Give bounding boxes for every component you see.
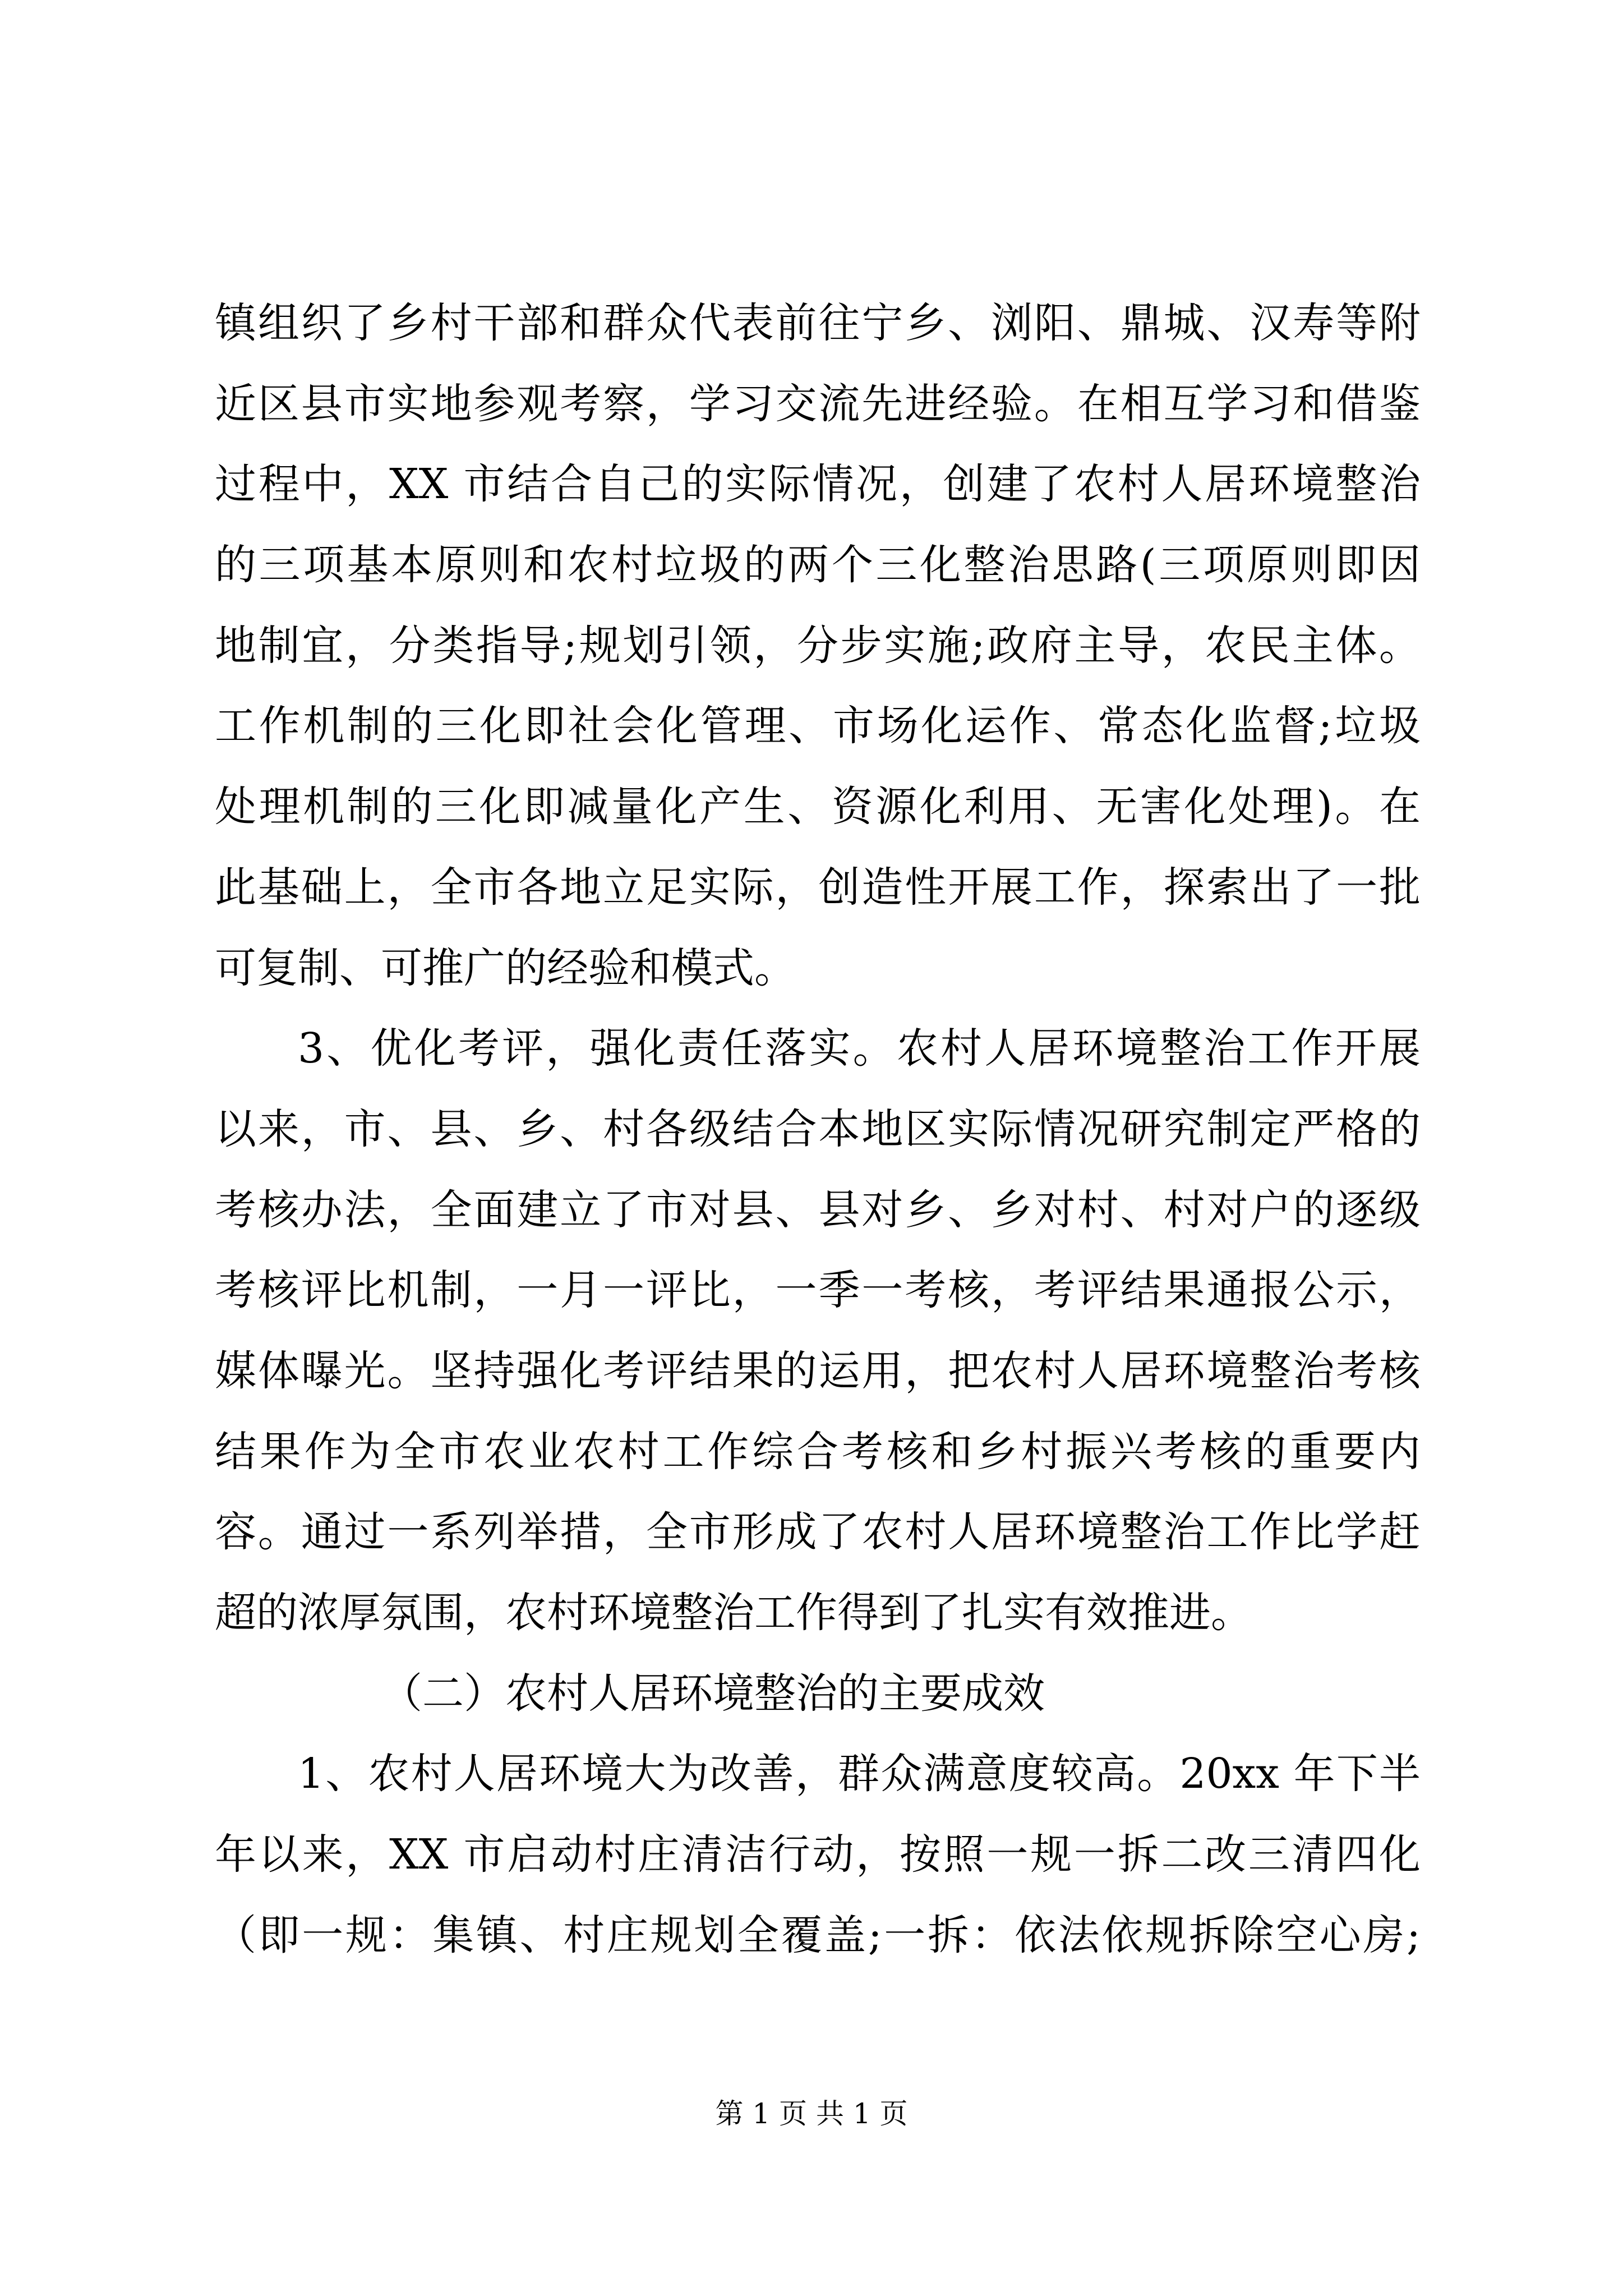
text-line: 考核评比机制，一月一评比，一季一考核，考评结果通报公示， — [215, 1266, 1421, 1315]
text-line: 镇组织了乡村干部和群众代表前往宁乡、浏阳、鼎城、汉寿等附 — [215, 299, 1421, 347]
text-line: 可复制、可推广的经验和模式。 — [215, 944, 796, 992]
text-line: 以来，市、县、乡、村各级结合本地区实际情况研究制定严格的 — [215, 1105, 1421, 1153]
text-line: 超的浓厚氛围，农村环境整治工作得到了扎实有效推进。 — [215, 1589, 1252, 1637]
text-line: 媒体曝光。坚持强化考评结果的运用，把农村人居环境整治考核 — [215, 1346, 1421, 1395]
paragraph-start-line: 1、农村人居环境大为改善，群众满意度较高。20xx 年下半 — [298, 1750, 1421, 1798]
text-line: 工作机制的三化即社会化管理、市场化运作、常态化监督;垃圾 — [215, 702, 1421, 751]
page-number-footer: 第 1 页 共 1 页 — [715, 2097, 908, 2130]
text-line: 此基础上，全市各地立足实际，创造性开展工作，探索出了一批 — [215, 863, 1421, 912]
text-line: 结果作为全市农业农村工作综合考核和乡村振兴考核的重要内 — [215, 1427, 1421, 1476]
text-line: 处理机制的三化即减量化产生、资源化利用、无害化处理)。在 — [215, 783, 1421, 831]
text-line: 的三项基本原则和农村垃圾的两个三化整治思路(三项原则即因 — [215, 541, 1421, 590]
text-line: （即一规：集镇、村庄规划全覆盖;一拆：依法依规拆除空心房; — [215, 1911, 1421, 1959]
section-heading: （二）农村人居环境整治的主要成效 — [381, 1669, 1045, 1718]
text-line: 容。通过一系列举措，全市形成了农村人居环境整治工作比学赶 — [215, 1508, 1421, 1557]
text-line: 地制宜，分类指导;规划引领，分步实施;政府主导，农民主体。 — [215, 621, 1421, 670]
text-line: 考核办法，全面建立了市对县、县对乡、乡对村、村对户的逐级 — [215, 1185, 1421, 1234]
text-line: 年以来，XX 市启动村庄清洁行动，按照一规一拆二改三清四化 — [215, 1830, 1421, 1879]
text-line: 近区县市实地参观考察，学习交流先进经验。在相互学习和借鉴 — [215, 379, 1421, 428]
body-text — [215, 291, 1421, 1983]
text-line: 过程中，XX 市结合自己的实际情况，创建了农村人居环境整治 — [215, 460, 1421, 509]
paragraph-start-line: 3、优化考评，强化责任落实。农村人居环境整治工作开展 — [298, 1024, 1421, 1073]
